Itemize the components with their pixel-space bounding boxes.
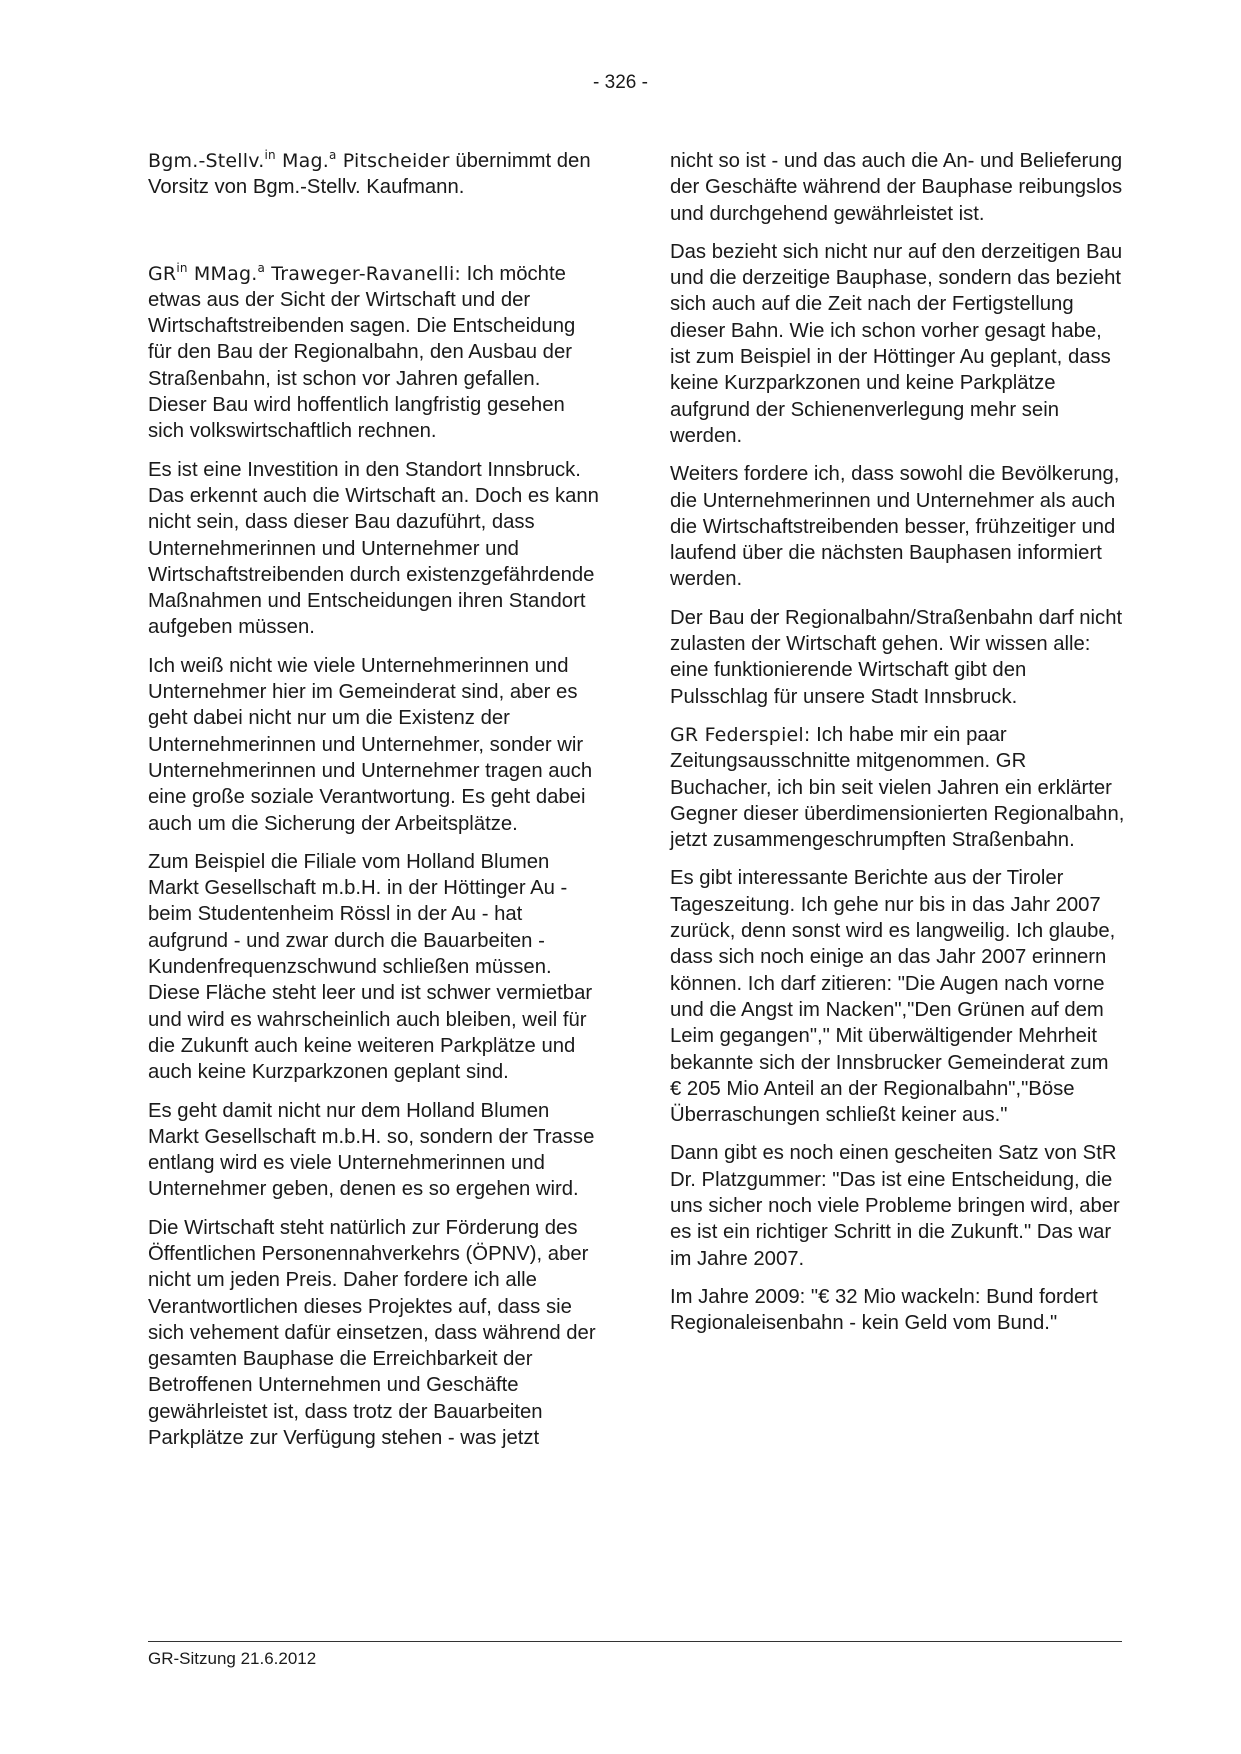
body-paragraph: Es ist eine Investition in den Standort Innsbruck. Das erkennt auch die Wirtschaft an. Doch es kann nicht sein, dass dieser Bau dazuführt, dass Unternehmerinnen und Unternehmer und Wirtschaftstreibenden durch existenzgefährdende Maßnahmen und Entscheidungen ihren Standort aufgeben müssen. xyxy=(148,458,599,639)
body-paragraph: Weiters fordere ich, dass sowohl die Bevölkerung, die Unternehmerinnen und Unternehmer als auch die Wirtschaftstreibenden besser, frühzeitiger und laufend über die nächsten Bauphasen informiert werden. xyxy=(670,463,1120,591)
speaker-name: Bgm.-Stellv.$^{in}$ Mag.$^a$ Pitscheider xyxy=(148,148,450,172)
body-paragraph: Es gibt interessante Berichte aus der Tiroler Tageszeitung. Ich gehe nur bis in das Jahr 2007 zurück, denn sonst wird es langweilig. Ich glaube, dass sich noch einige an das Jahr 2007 erinnern können. Ich darf zitieren: "Die Augen nach vorne und die Angst im Nacken","Den Grünen auf dem Leim gegangen"," Mit überwältigender Mehrheit bekannte sich der Innsbrucker Gemeinderat zum € 205 Mio Anteil an der Regionalbahn","Böse Überraschungen schließt keiner aus." xyxy=(670,867,1116,1127)
body-paragraph: Zum Beispiel die Filiale vom Holland Blumen Markt Gesellschaft m.b.H. in der Höttinger Au - beim Studentenheim Rössl in der Au - hat aufgrund - und zwar durch die Bauarbeiten - Kundenfrequenzschwund schließen müssen. Diese Fläche steht leer und ist schwer vermietbar und wird es wahrscheinlich auch bleiben, weil für die Zukunft auch keine weiteren Parkplätze und auch keine Kurzparkzonen geplant sind. xyxy=(148,850,593,1084)
body-paragraph: Der Bau der Regionalbahn/Straßenbahn darf nicht zulasten der Wirtschaft gehen. Wir wissen alle: eine funktionierende Wirtschaft gibt den Pulsschlag für unsere Stadt Innsbruck. xyxy=(670,606,1123,708)
body-paragraph: Es geht damit nicht nur dem Holland Blumen Markt Gesellschaft m.b.H. so, sondern der Trasse entlang wird es viele Unternehmerinnen und Unternehmer geben, denen es so ergehen wird. xyxy=(148,1099,595,1201)
footer-divider xyxy=(148,1641,1122,1642)
body-paragraph: Die Wirtschaft steht natürlich zur Förderung des Öffentlichen Personennahverkehrs (ÖPNV), aber nicht um jeden Preis. Daher fordere ich alle Verantwortlichen dieses Projektes auf, dass sie sich vehement dafür einsetzen, dass während der gesamten Bauphase die Erreichbarkeit der Betroffenen Unternehmen und Geschäfte gewährleistet ist, dass trotz der Bauarbeiten Parkplätze zur Verfügung stehen - was jetzt xyxy=(148,1216,596,1450)
left-column xyxy=(148,148,603,1463)
footer-session-date: GR-Sitzung 21.6.2012 xyxy=(148,1649,317,1668)
page-number: - 326 - xyxy=(593,72,648,93)
body-paragraph: Das bezieht sich nicht nur auf den derzeitigen Bau und die derzeitige Bauphase, sondern das bezieht sich auch auf die Zeit nach der Fertigstellung dieser Bahn. Wie ich schon vorher gesagt habe, ist zum Beispiel in der Höttinger Au geplant, dass keine Kurzparkzonen und keine Parkplätze aufgrund der Schienenverlegung mehr sein werden. xyxy=(670,240,1123,447)
body-paragraph: Im Jahre 2009: "€ 32 Mio wackeln: Bund fordert Regionaleisenbahn - kein Geld vom Bund." xyxy=(670,1285,1098,1335)
body-paragraph: Ich weiß nicht wie viele Unternehmerinnen und Unternehmer hier im Gemeinderat sind, aber es geht dabei nicht nur um die Existenz der Unternehmerinnen und Unternehmer, sonder wir Unternehmerinnen und Unternehmer tragen auch eine große soziale Verantwortung. Es geht dabei auch um die Sicherung der Arbeitsplätze. xyxy=(148,654,593,835)
body-paragraph: nicht so ist - und das auch die An- und Belieferung der Geschäfte während der Bauphase reibungslos und durchgehend gewährleistet ist. xyxy=(670,150,1123,225)
speech-paragraph: GR Federspiel: Ich habe mir ein paar Zeitungsausschnitte mitgenommen. GR Buchacher, ich bin seit vielen Jahren ein erklärter Gegner dieser überdimensionierten Regionalbahn, jetzt zusammengeschrumpften Straßenbahn. xyxy=(670,723,1125,852)
speech-paragraph: $GR^{in}$ MMag.$^a$ Traweger-Ravanelli: Ich möchte etwas aus der Sicht der Wirtschaft und der Wirtschaftstreibenden sagen. Die Entscheidung für den Bau der Regionalbahn, den Ausbau der Straßenbahn, ist schon vor Jahren gefallen. Dieser Bau wird hoffentlich langfristig gesehen sich volkswirtschaftlich rechnen. xyxy=(148,260,576,443)
paragraph-gap xyxy=(148,213,603,261)
chair-handover-paragraph: Bgm.-Stellv.$^{in}$ Mag.$^a$ Pitscheider übernimmt den Vorsitz von Bgm.-Stellv. Kaufmann. xyxy=(148,148,591,199)
speaker-name: $GR^{in}$ MMag.$^a$ Traweger-Ravanelli: xyxy=(148,260,462,285)
speaker-name: GR Federspiel: xyxy=(670,723,811,746)
body-paragraph: Dann gibt es noch einen gescheiten Satz von StR Dr. Platzgummer: "Das ist eine Entscheidung, die uns sicher noch viele Probleme bringen wird, aber es ist ein richtiger Schritt in die Zukunft." Das war im Jahre 2007. xyxy=(670,1142,1120,1270)
right-column xyxy=(670,148,1125,1348)
